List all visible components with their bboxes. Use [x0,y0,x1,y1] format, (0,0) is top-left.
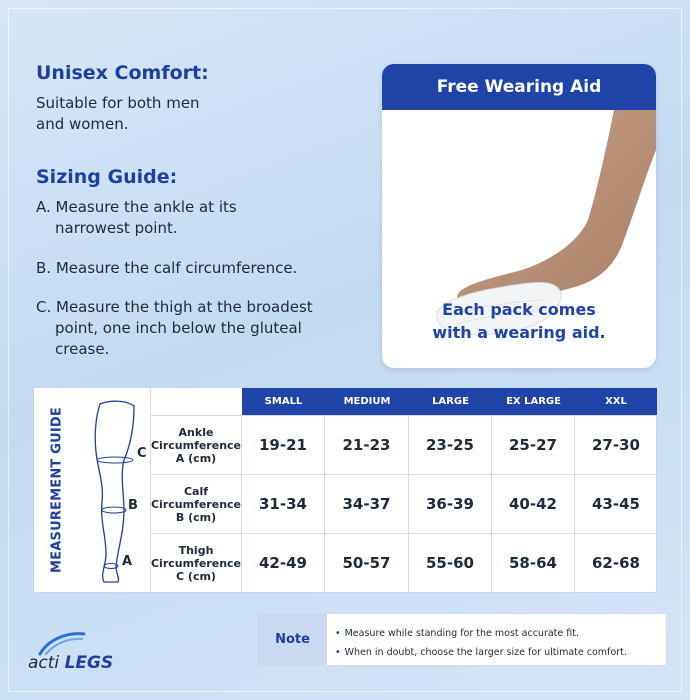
row-label-calf [151,475,242,533]
table-cell: 50-57 [325,534,409,592]
unisex-text [36,93,200,135]
logo-acti: acti [28,653,60,673]
row-label-thigh [151,534,242,592]
size-header-row [242,388,657,415]
table-cell: 19-21 [242,416,325,474]
row-label-line: Circumference [150,497,242,511]
sizing-step-c [36,297,366,360]
row-label-line: A (cm) [175,451,217,465]
table-cell: 36-39 [409,475,492,533]
caption-line-1: Each pack comes [442,300,596,319]
note-item: • When in doubt, choose the larger size for ultimate comfort. [335,643,627,662]
row-label-line: B (cm) [175,510,217,524]
table-cell: 42-49 [242,534,325,592]
size-header-small: SMALL [264,396,303,407]
size-header-large: LARGE [432,396,469,407]
measurement-guide-table [33,387,657,593]
leg-letter-c: C [137,446,147,461]
logo-text [28,653,113,673]
size-header-xxl: XXL [605,396,627,407]
wearing-aid-card [382,64,656,368]
acti-legs-logo [22,626,132,682]
table-cell: 34-37 [325,475,409,533]
note-item: • Measure while standing for the most accurate fit. [335,624,627,643]
table-cell: 58-64 [492,534,575,592]
table-cell: 21-23 [325,416,409,474]
row-label-line: Calf [183,484,209,498]
table-row [151,415,657,474]
table-cell: 31-34 [242,475,325,533]
table-row [151,533,657,592]
wearing-aid-title: Free Wearing Aid [382,64,656,110]
table-cell: 40-42 [492,475,575,533]
leg-letter-b: B [128,498,138,513]
unisex-heading: Unisex Comfort: [36,62,209,84]
sizing-step-b: B. Measure the calf circumference. [36,259,298,277]
step-c-line-2: point, one inch below the gluteal [55,319,302,337]
leg-diagram-icon [90,398,140,588]
wearing-aid-caption [382,298,656,344]
unisex-line-1: Suitable for both men [36,94,200,112]
unisex-line-2: and women. [36,115,129,133]
row-label-line: Circumference [150,556,242,570]
row-label-line: C (cm) [176,569,216,583]
step-a-line-1: A. Measure the ankle at its [36,198,237,216]
table-row [151,474,657,533]
row-label-line: Ankle [178,425,214,439]
table-cell: 25-27 [492,416,575,474]
note-list [327,614,627,665]
table-cell: 23-25 [409,416,492,474]
logo-swoosh-icon [22,626,132,656]
table-cell: 43-45 [592,495,640,513]
leg-letter-a: A [122,554,133,569]
row-label-line: Thigh [178,543,214,557]
table-cell: 62-68 [592,554,640,572]
step-c-line-1: C. Measure the thigh at the broadest [36,298,313,316]
row-label-ankle [151,416,242,474]
note-box [257,613,667,666]
step-a-line-2: narrowest point. [55,219,178,237]
logo-legs: LEGS [64,653,114,673]
measurement-guide-sidebar [34,388,151,592]
size-header-medium: MEDIUM [343,396,391,407]
sizing-step-a [36,197,366,239]
size-header-ex-large: EX LARGE [506,396,561,407]
note-label: Note [258,614,327,665]
caption-line-2: with a wearing aid. [432,323,606,342]
measurement-guide-title: MEASUREMENT GUIDE [49,407,65,573]
sizing-heading: Sizing Guide: [36,166,178,188]
row-label-line: Circumference [150,438,242,452]
step-c-line-3: crease. [55,340,110,358]
table-cell: 55-60 [409,534,492,592]
table-cell: 27-30 [592,436,640,454]
